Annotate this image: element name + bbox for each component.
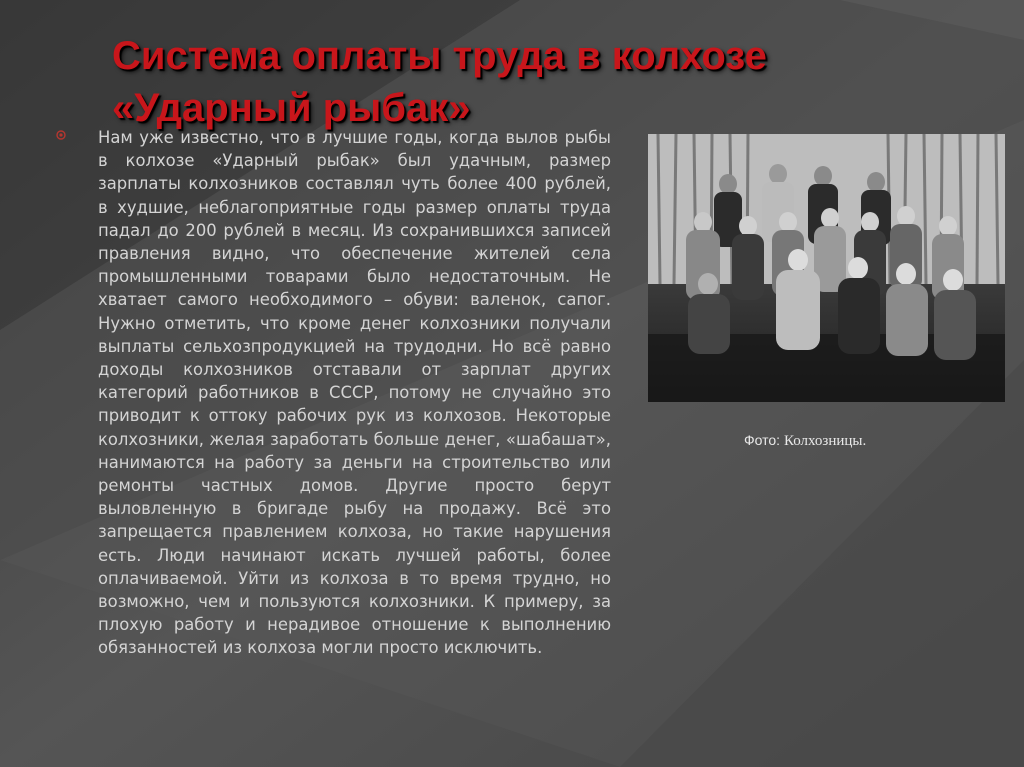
photo-caption bbox=[744, 432, 866, 450]
slide-title bbox=[112, 30, 932, 134]
photo-caption-label: Фото: bbox=[744, 432, 784, 448]
slide-title-line2: «Ударный рыбак» bbox=[112, 86, 471, 130]
circle-bullet-icon bbox=[56, 130, 66, 140]
slide-title-line1: Система оплаты труда в колхозе bbox=[112, 34, 767, 78]
body-paragraph: Нам уже известно, что в лучшие годы, когда вылов рыбы в колхозе «Ударный рыбак» был удачным, размер зарплаты колхозников составлял чуть более 400 рублей, в худшие, неблагоприятные годы размер оплаты труда падал до 200 рублей в месяц. Из сохранившихся записей правления видно, что обеспечение жителей села промышленными товарами было недостаточным. Не хватает самого необходимого – обуви: валенок, сапог. Нужно отметить, что кроме денег колхозники получали выплаты сельхозпродукцией на трудодни. Но всё равно доходы колхозников отставали от зарплат других категорий работников в СССР, потому не случайно это приводит к оттоку рабочих рук из колхозов. Некоторые колхозники, желая заработать больше денег, «шабашат», нанимаются на работу за деньги на строительство или ремонты частных домов. Другие просто берут выловленную в бригаде рыбу на продажу. Всё это запрещается правлением колхоза, но такие нарушения есть. Люди начинают искать лучшей работы, более оплачиваемой. Уйти из колхоза в то время трудно, но возможно, чем и пользуются колхозники. К примеру, за плохую работу и нерадивое отношение к выполнению обязанностей из колхоза могли просто исключить. bbox=[98, 128, 611, 658]
photo-caption-text: Колхозницы. bbox=[783, 433, 867, 449]
group-photo bbox=[648, 134, 1005, 402]
group-photo-image bbox=[648, 134, 1005, 402]
